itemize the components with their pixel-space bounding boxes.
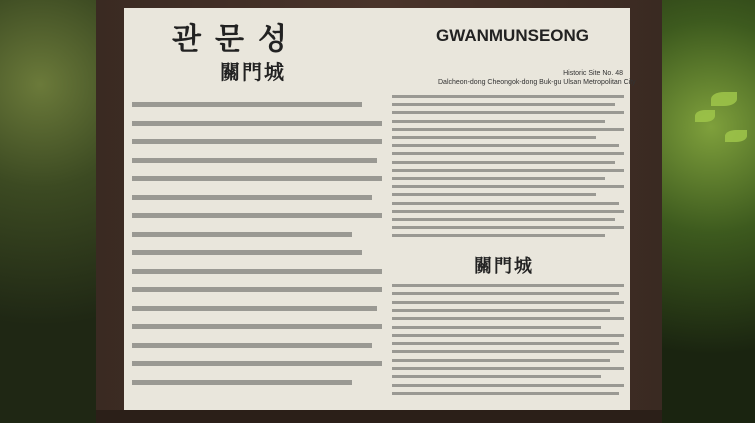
text-line <box>392 111 624 114</box>
left-foliage <box>0 0 100 423</box>
japanese-heading: 關門城 <box>474 256 534 277</box>
text-line <box>392 128 624 131</box>
frame-bottom <box>96 410 662 423</box>
text-line <box>132 287 382 292</box>
text-line <box>132 102 362 107</box>
text-line <box>392 392 619 395</box>
text-line <box>132 158 377 163</box>
leaf <box>725 130 747 142</box>
text-line <box>392 144 619 147</box>
sign-title-english: GWANMUNSEONG <box>436 26 589 45</box>
text-line <box>392 234 605 237</box>
text-line <box>392 284 624 287</box>
text-line <box>132 121 382 126</box>
text-line <box>132 269 382 274</box>
text-line <box>392 120 605 123</box>
text-line <box>392 350 624 353</box>
text-line <box>392 375 601 378</box>
text-line <box>132 380 352 385</box>
text-line <box>132 195 372 200</box>
text-line <box>392 292 619 295</box>
text-line <box>392 301 624 304</box>
text-line <box>132 343 372 348</box>
historic-site-number: Historic Site No. 48 <box>563 70 623 77</box>
text-line <box>392 136 596 139</box>
text-line <box>392 210 624 213</box>
text-line <box>132 213 382 218</box>
text-line <box>392 95 624 98</box>
text-line <box>392 326 601 329</box>
text-line <box>392 177 605 180</box>
text-line <box>132 176 382 181</box>
sign-title-korean: 관문성 <box>172 22 301 57</box>
text-line <box>392 342 619 345</box>
text-line <box>392 226 624 229</box>
leaf <box>711 92 737 106</box>
text-line <box>392 367 624 370</box>
text-line <box>392 193 596 196</box>
leaf <box>695 110 715 122</box>
text-line <box>392 169 624 172</box>
japanese-body-text <box>392 284 624 400</box>
text-line <box>392 103 615 106</box>
site-address: Dalcheon-dong Cheongok-dong Buk-gu Ulsan Metropolitan City <box>438 79 636 86</box>
text-line <box>132 306 377 311</box>
text-line <box>392 202 619 205</box>
text-line <box>392 218 615 221</box>
text-line <box>392 359 610 362</box>
text-line <box>392 334 624 337</box>
text-line <box>132 232 352 237</box>
korean-body-text <box>132 102 382 402</box>
text-line <box>392 317 624 320</box>
text-line <box>392 309 610 312</box>
text-line <box>392 185 624 188</box>
text-line <box>132 250 362 255</box>
text-line <box>132 361 382 366</box>
text-line <box>392 384 624 387</box>
english-body-text <box>392 95 624 245</box>
sign-title-hanja: 關門城 <box>220 60 286 84</box>
text-line <box>392 152 624 155</box>
text-line <box>132 139 382 144</box>
text-line <box>392 161 615 164</box>
text-line <box>132 324 382 329</box>
